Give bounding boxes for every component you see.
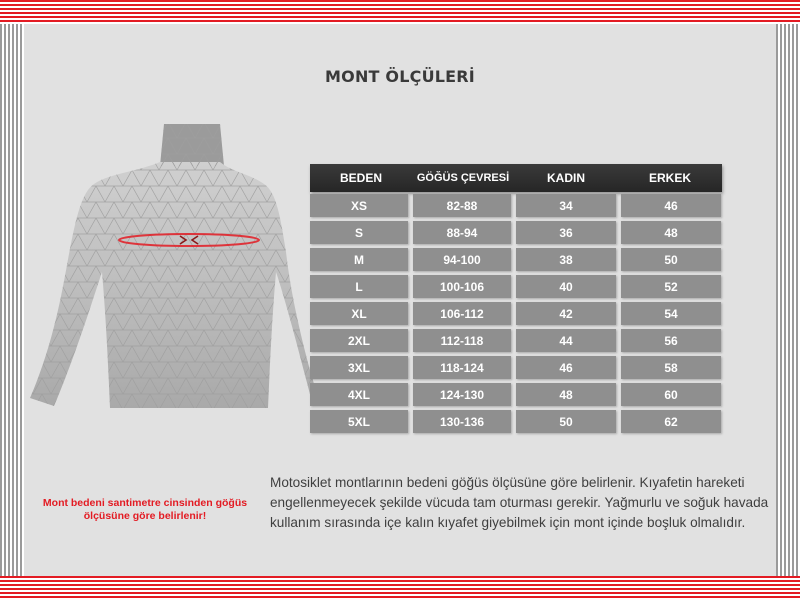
table-row <box>310 221 722 244</box>
cell-chest: 100-106 <box>413 275 511 298</box>
cell-chest: 82-88 <box>413 194 511 217</box>
cell-women: 50 <box>516 410 616 433</box>
cell-men: 48 <box>621 221 721 244</box>
cell-men: 56 <box>621 329 721 352</box>
cell-chest: 88-94 <box>413 221 511 244</box>
cell-size: L <box>310 275 408 298</box>
table-row <box>310 329 722 352</box>
cell-women: 36 <box>516 221 616 244</box>
header-men: ERKEK <box>648 170 691 185</box>
top-red-stripes <box>0 0 800 24</box>
header-chest: GÖĞÜS ÇEVRESİ <box>416 171 510 184</box>
cell-size: 5XL <box>310 410 408 433</box>
page-title: MONT ÖLÇÜLERİ <box>325 67 475 86</box>
cell-size: XL <box>310 302 408 325</box>
cell-chest: 112-118 <box>413 329 511 352</box>
table-header <box>310 164 722 192</box>
table-row <box>310 275 722 298</box>
left-gray-stripes <box>0 24 24 576</box>
cell-women: 34 <box>516 194 616 217</box>
table-row <box>310 383 722 406</box>
cell-size: 3XL <box>310 356 408 379</box>
header-women: KADIN <box>547 170 585 185</box>
table-row <box>310 302 722 325</box>
cell-women: 38 <box>516 248 616 271</box>
cell-size: 4XL <box>310 383 408 406</box>
size-table <box>310 164 722 437</box>
torso-mesh-icon <box>24 122 314 412</box>
header-size: BEDEN <box>339 170 382 185</box>
table-row <box>310 410 722 433</box>
cell-men: 58 <box>621 356 721 379</box>
cell-men: 60 <box>621 383 721 406</box>
cell-men: 62 <box>621 410 721 433</box>
cell-women: 42 <box>516 302 616 325</box>
cell-chest: 106-112 <box>413 302 511 325</box>
table-row <box>310 248 722 271</box>
measurement-note: Mont bedeni santimetre cinsinden göğüs ölçüsüne göre belirlenir! <box>42 497 248 522</box>
bottom-red-stripes <box>0 576 800 600</box>
cell-men: 52 <box>621 275 721 298</box>
cell-women: 48 <box>516 383 616 406</box>
cell-chest: 130-136 <box>413 410 511 433</box>
cell-size: S <box>310 221 408 244</box>
cell-women: 44 <box>516 329 616 352</box>
cell-men: 54 <box>621 302 721 325</box>
cell-women: 46 <box>516 356 616 379</box>
table-row <box>310 356 722 379</box>
cell-men: 46 <box>621 194 721 217</box>
cell-chest: 124-130 <box>413 383 511 406</box>
size-description: Motosiklet montlarının bedeni göğüs ölçüsüne göre belirlenir. Kıyafetin hareketi engellenmeyecek şekilde vücuda tam oturması gerekir. Yağmurlu ve soğuk havada kullanım sırasında içe kalın kıyafet giyebilmek için mont içinde boşluk olmalıdır. <box>270 475 769 530</box>
table-row <box>310 194 722 217</box>
right-gray-stripes <box>776 24 800 576</box>
cell-men: 50 <box>621 248 721 271</box>
cell-size: M <box>310 248 408 271</box>
cell-chest: 94-100 <box>413 248 511 271</box>
cell-chest: 118-124 <box>413 356 511 379</box>
cell-women: 40 <box>516 275 616 298</box>
cell-size: 2XL <box>310 329 408 352</box>
cell-size: XS <box>310 194 408 217</box>
